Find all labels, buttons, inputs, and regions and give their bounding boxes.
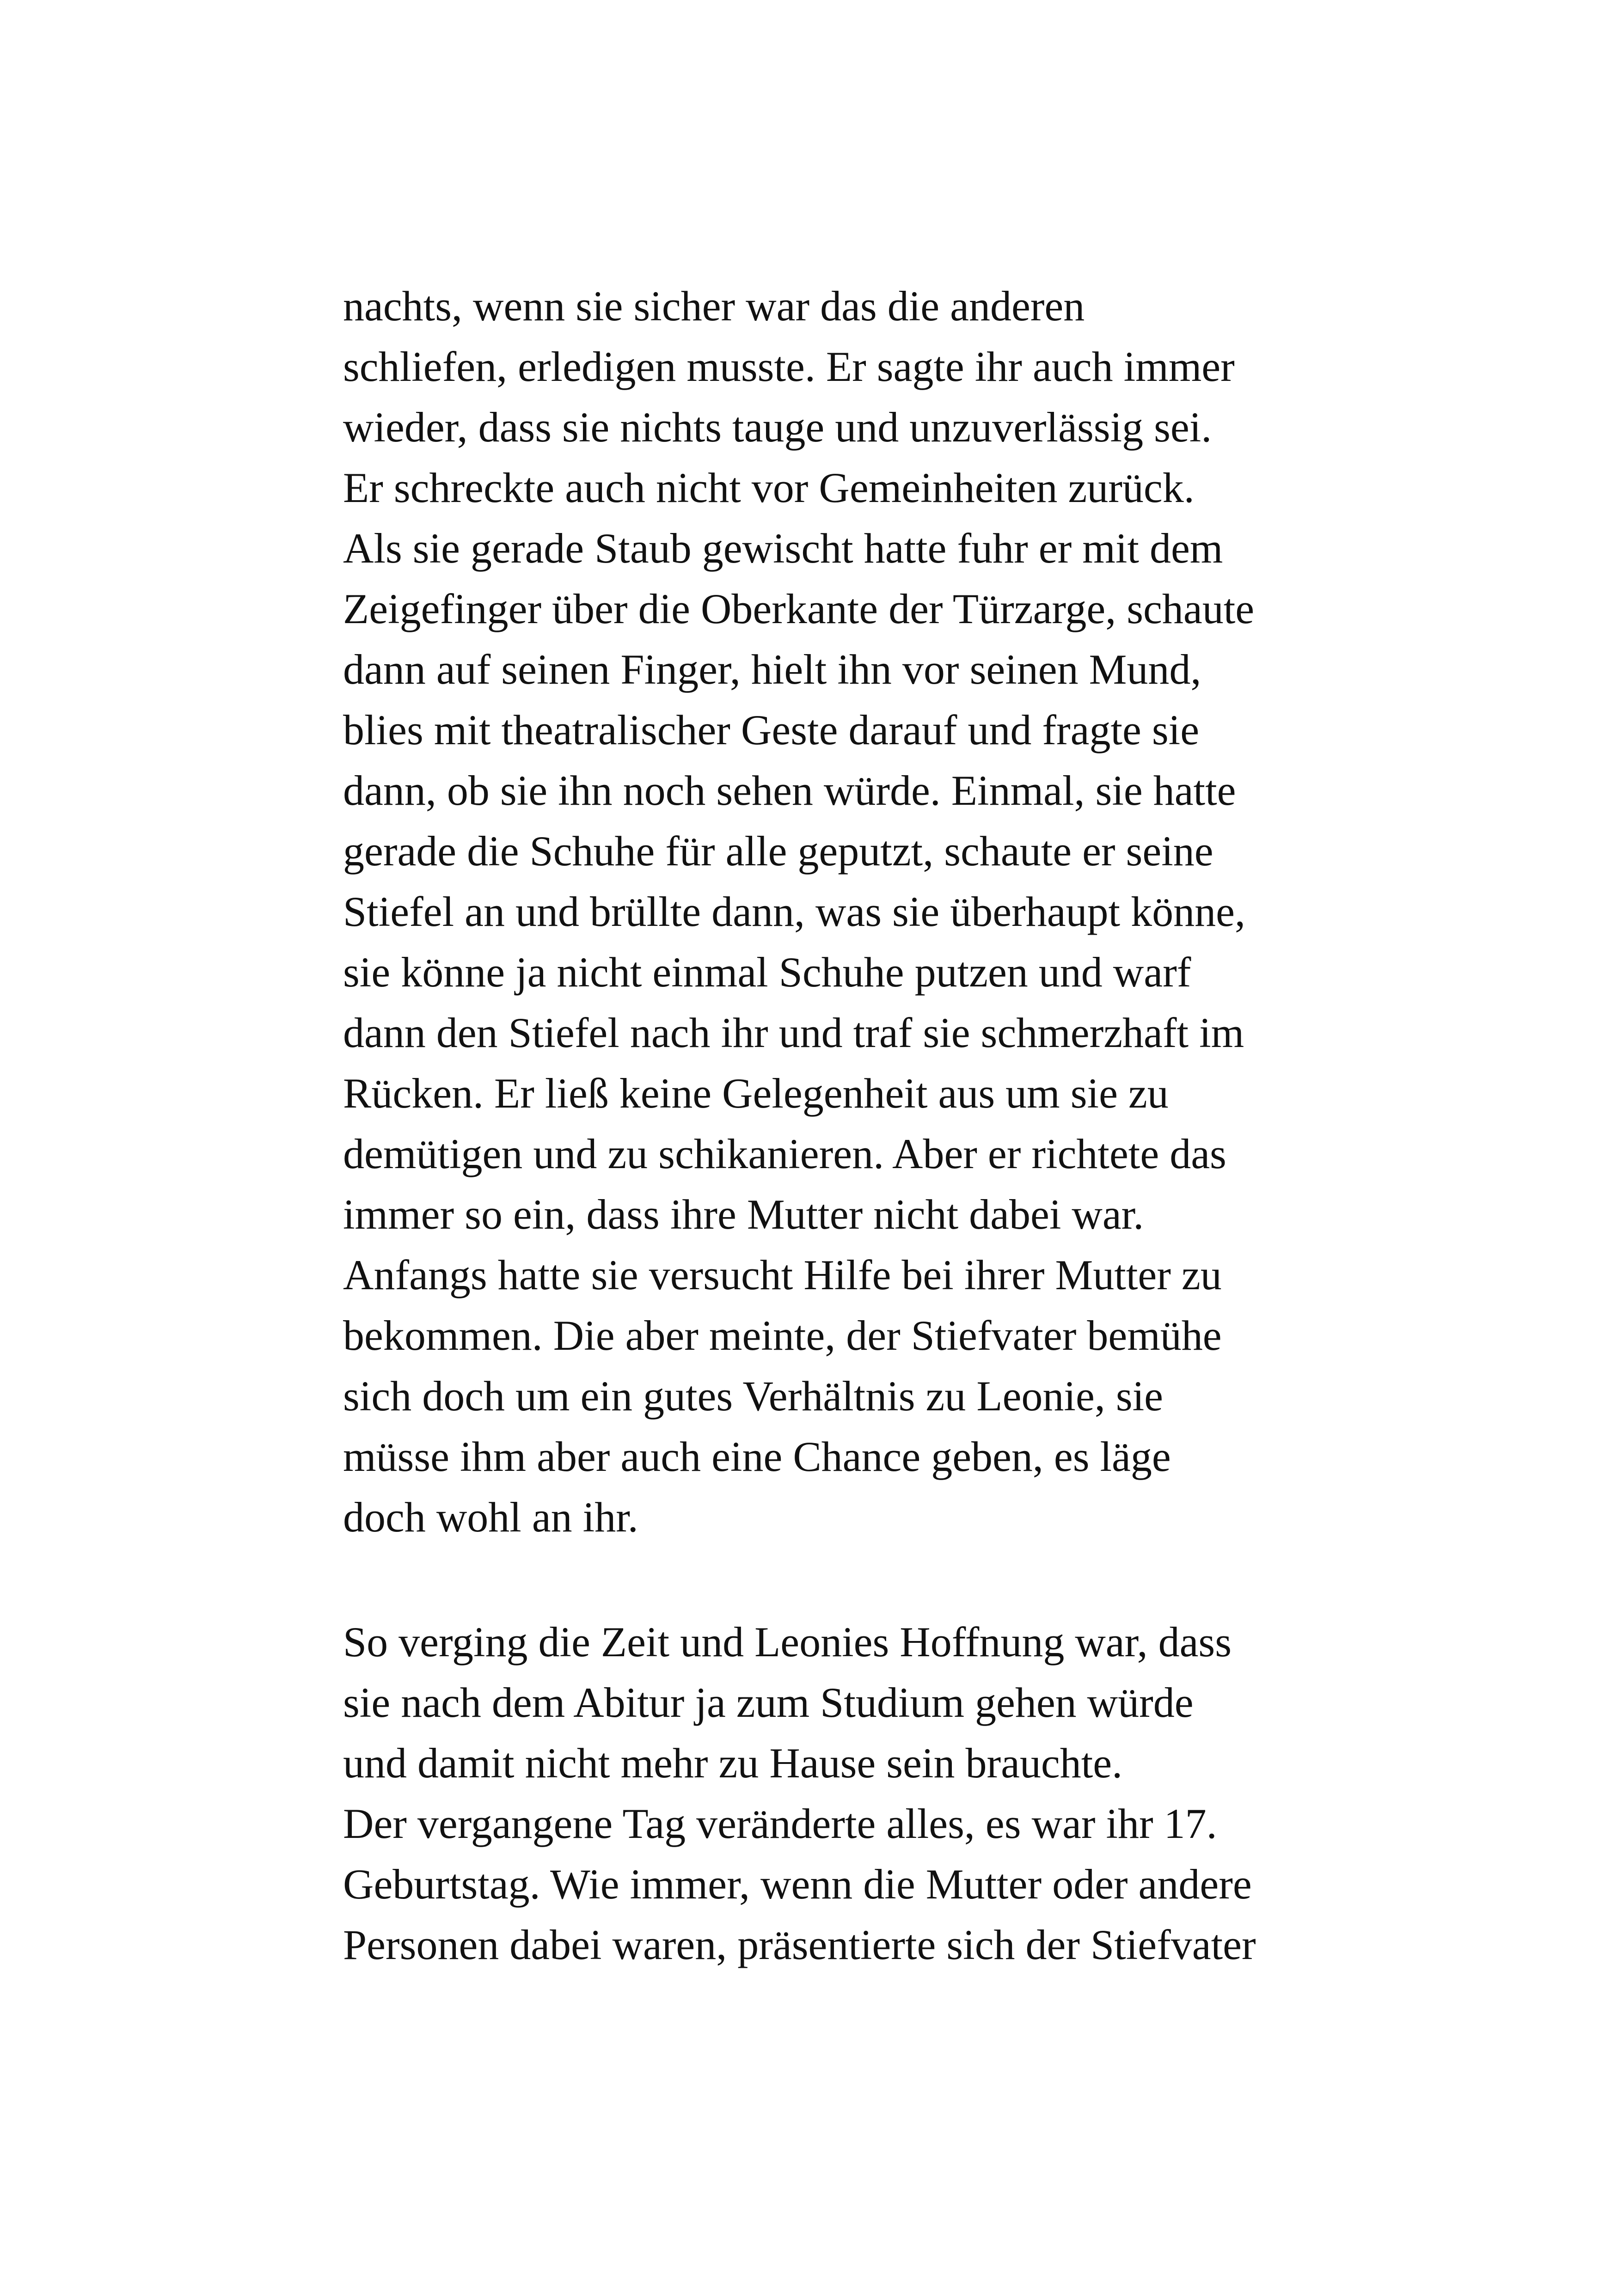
text-line: blies mit theatralischer Geste darauf und fragte sie	[343, 706, 1200, 753]
text-line: So verging die Zeit und Leonies Hoffnung war, dass	[343, 1618, 1232, 1665]
text-line: immer so ein, dass ihre Mutter nicht dabei war.	[343, 1191, 1144, 1238]
text-line: dann, ob sie ihn noch sehen würde. Einmal, sie hatte	[343, 767, 1236, 814]
text-line: sie nach dem Abitur ja zum Studium gehen würde	[343, 1679, 1194, 1726]
text-line: doch wohl an ihr.	[343, 1494, 638, 1541]
text-line: schliefen, erledigen musste. Er sagte ihr auch immer	[343, 343, 1235, 390]
text-line: Stiefel an und brüllte dann, was sie überhaupt könne,	[343, 888, 1245, 935]
text-line: wieder, dass sie nichts tauge und unzuverlässig sei.	[343, 404, 1212, 451]
text-line: Der vergangene Tag veränderte alles, es war ihr 17.	[343, 1800, 1217, 1847]
text-line: Anfangs hatte sie versucht Hilfe bei ihrer Mutter zu	[343, 1251, 1222, 1298]
text-line: Rücken. Er ließ keine Gelegenheit aus um sie zu	[343, 1070, 1169, 1117]
text-line: dann den Stiefel nach ihr und traf sie schmerzhaft im	[343, 1009, 1244, 1056]
text-line: Personen dabei waren, präsentierte sich der Stiefvater	[343, 1921, 1256, 1968]
text-line: müsse ihm aber auch eine Chance geben, es läge	[343, 1433, 1171, 1480]
text-line: dann auf seinen Finger, hielt ihn vor seinen Mund,	[343, 646, 1201, 693]
text-line: sich doch um ein gutes Verhältnis zu Leonie, sie	[343, 1372, 1164, 1420]
text-line: sie könne ja nicht einmal Schuhe putzen und warf	[343, 949, 1191, 996]
paragraph-2	[343, 1612, 1489, 1975]
text-line: Geburtstag. Wie immer, wenn die Mutter oder andere	[343, 1861, 1252, 1908]
text-line: bekommen. Die aber meinte, der Stiefvater bemühe	[343, 1312, 1222, 1359]
text-line: gerade die Schuhe für alle geputzt, schaute er seine	[343, 827, 1214, 875]
text-line: Als sie gerade Staub gewischt hatte fuhr er mit dem	[343, 525, 1223, 572]
text-line: und damit nicht mehr zu Hause sein brauchte.	[343, 1739, 1123, 1787]
text-line: demütigen und zu schikanieren. Aber er richtete das	[343, 1130, 1226, 1177]
text-line: Er schreckte auch nicht vor Gemeinheiten zurück.	[343, 464, 1195, 511]
text-line: Zeigefinger über die Oberkante der Türzarge, schaute	[343, 585, 1255, 632]
text-line: nachts, wenn sie sicher war das die anderen	[343, 282, 1085, 330]
paragraph-1	[343, 276, 1489, 1548]
